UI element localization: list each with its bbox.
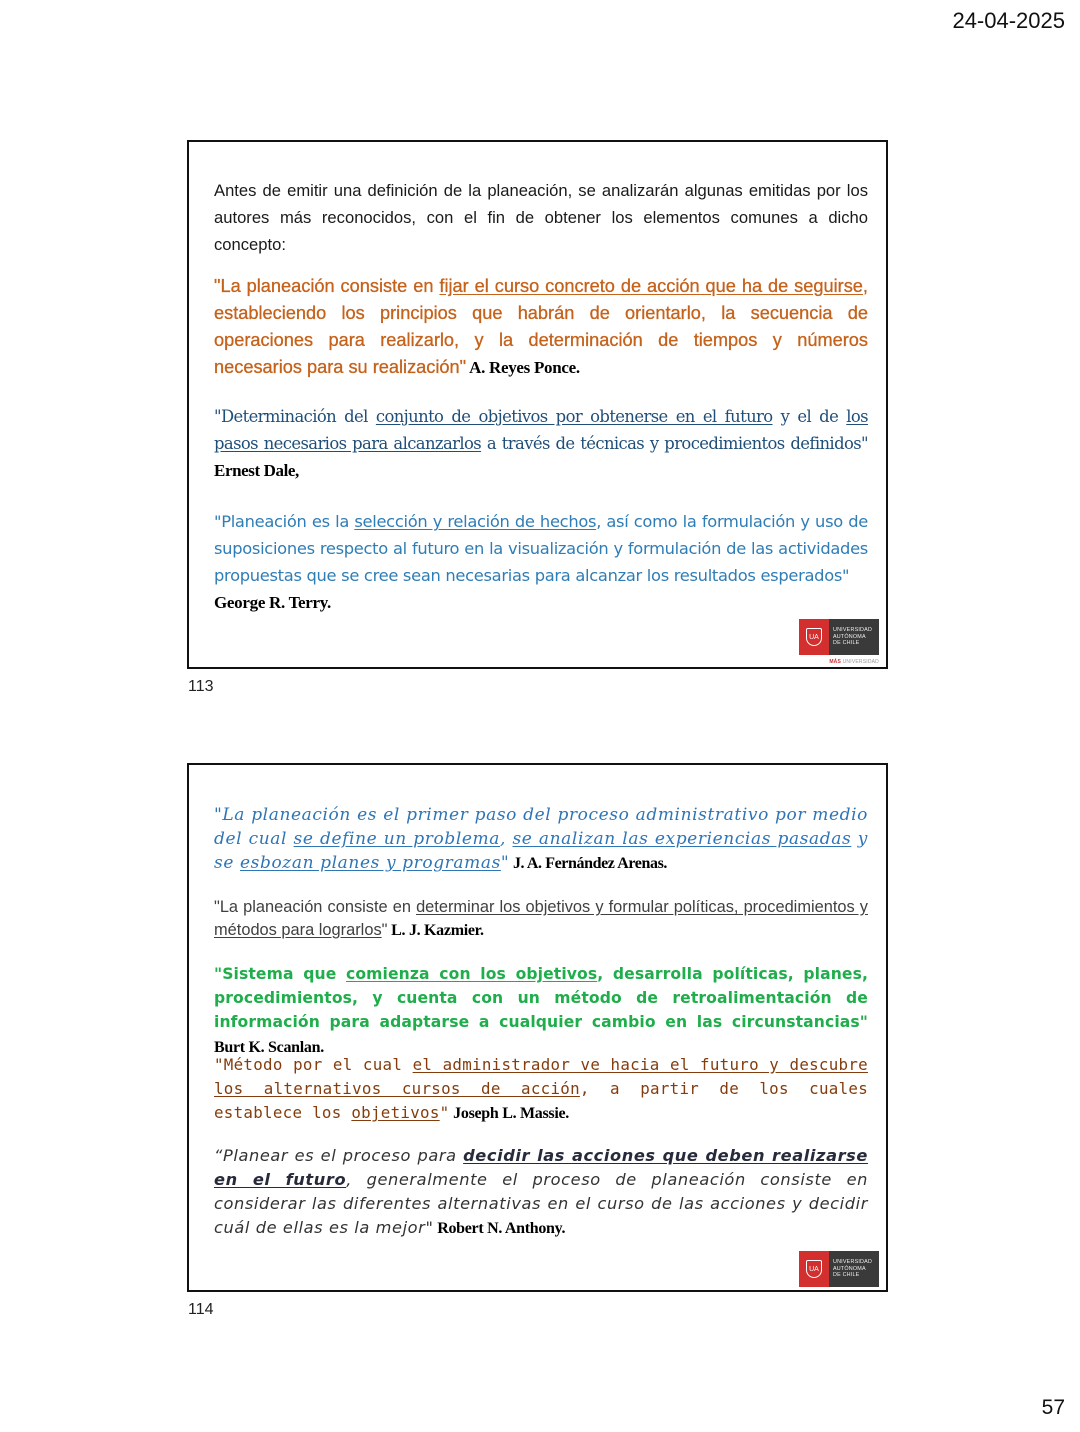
quote-text: , — [499, 829, 513, 849]
quote-underlined: comienza con los objetivos — [346, 965, 598, 983]
quote-fernandez-arenas — [214, 803, 868, 876]
slide-114 — [187, 763, 888, 1292]
tagline-rest: UNIVERSIDAD — [841, 659, 879, 665]
logo-line: AUTÓNOMA — [833, 1265, 866, 1272]
quote-kazmier — [214, 896, 868, 942]
quote-author: A. Reyes Ponce. — [466, 358, 580, 377]
quote-anthony — [214, 1144, 868, 1241]
slide-113 — [187, 140, 888, 669]
quote-text: , desarrolla políticas, planes, procedimientos, y cuenta con un método de retroalimentación de información para adaptarse a cualquier cambio en las circunstancias" — [214, 965, 868, 1031]
quote-text: " — [500, 853, 510, 873]
logo-line: UNIVERSIDAD — [833, 1259, 873, 1266]
quote-text: " — [381, 921, 388, 939]
quote-author: Burt K. Scanlan. — [214, 1039, 324, 1056]
logo-badge — [799, 1251, 829, 1287]
quote-text: , así como la formulación y uso de suposiciones respecto al futuro en la visualización y formulación de las actividades propuestas que se cree sean necesarias para alcanzar los resultados esperados" — [214, 512, 868, 585]
intro-paragraph: Antes de emitir una definición de la planeación, se analizarán algunas emitidas por los autores más reconocidos, con el fin de obtener los elementos comunes a dicho concepto: — [214, 181, 868, 254]
quote-scanlan — [214, 962, 868, 1060]
shield-icon: UA — [806, 628, 822, 646]
quote-text: , generalmente el proceso de planeación consiste en considerar las diferentes alternativas en el curso de las acciones y decidir cuál de ellas es la mejor" — [214, 1170, 868, 1237]
quote-underlined: fijar el curso concreto de acción que ha de seguirse — [439, 276, 863, 296]
quote-underlined: esbozan planes y programas — [240, 853, 501, 873]
quote-massie — [214, 1053, 868, 1126]
quote-author: Robert N. Anthony. — [433, 1220, 566, 1237]
logo-wordmark — [829, 619, 879, 655]
tagline-bold: MÁS — [829, 659, 842, 665]
quote-text: y el de — [772, 407, 847, 426]
date-header: 24-04-2025 — [952, 8, 1065, 33]
quote-george-terry — [214, 508, 868, 616]
shield-icon: UA — [806, 1260, 822, 1278]
quote-author: Joseph L. Massie. — [449, 1105, 569, 1122]
logo-badge — [799, 619, 829, 655]
quote-underlined: selección y relación de hechos — [354, 512, 597, 531]
quote-text: "Sistema que — [214, 965, 347, 983]
logo-line: DE CHILE — [833, 1272, 860, 1279]
logo-wordmark — [829, 1251, 879, 1287]
quote-underlined: conjunto de objetivos por obtenerse en el futuro — [375, 407, 773, 426]
logo-line: AUTÓNOMA — [833, 633, 866, 640]
quote-underlined: los pasos necesarios para alcanzarlos — [214, 407, 868, 453]
quote-text: y se — [214, 829, 868, 873]
logo-tagline — [829, 659, 879, 665]
quote-underlined: se analizan las experiencias pasadas — [512, 829, 852, 849]
quote-text: "Método por el cual — [214, 1055, 413, 1074]
quote-text: "Planeación es la — [214, 512, 355, 531]
quote-text: a través de técnicas y procedimientos definidos" — [481, 434, 868, 453]
quote-underlined: decidir las acciones que deben realizarse en el futuro — [214, 1146, 868, 1189]
quote-text: “Planear es el proceso para — [214, 1146, 464, 1165]
quote-text: " — [439, 1103, 450, 1122]
logo-line: DE CHILE — [833, 640, 860, 647]
quote-author: L. J. Kazmier. — [387, 922, 484, 939]
quote-underlined: objetivos — [351, 1103, 440, 1122]
logo-line: UNIVERSIDAD — [833, 627, 873, 634]
quote-author: George R. Terry. — [214, 593, 332, 612]
page-number: 57 — [1041, 1396, 1065, 1419]
quote-underlined: se define un problema — [293, 829, 500, 849]
quote-text: "La planeación es el primer paso del proceso administrativo por medio del cual — [214, 805, 868, 849]
quote-text: "La planeación consiste en — [214, 276, 440, 296]
university-logo — [799, 619, 879, 655]
university-logo — [799, 1251, 879, 1287]
quote-underlined: determinar los objetivos y formular políticas, procedimientos y métodos para lograrlos — [214, 898, 868, 939]
quote-author: J. A. Fernández Arenas. — [509, 855, 668, 872]
quote-reyes-ponce — [214, 273, 868, 381]
quote-author: Ernest Dale, — [214, 461, 299, 480]
quote-text: , estableciendo los principios que habrán de orientarlo, la secuencia de operaciones para realizarlo, y la determinación de tiempos y números necesarios para su realización" — [214, 276, 868, 377]
slide-number: 113 — [188, 678, 214, 695]
quote-text: "La planeación consiste en — [214, 898, 417, 916]
slide-number: 114 — [188, 1301, 214, 1318]
quote-underlined: el administrador ve hacia el futuro y descubre los alternativos cursos de acción — [214, 1055, 868, 1098]
quote-text: , a partir de los cuales establece los — [214, 1079, 869, 1122]
quote-text: "Determinación del — [214, 407, 376, 426]
quote-ernest-dale — [214, 403, 868, 484]
